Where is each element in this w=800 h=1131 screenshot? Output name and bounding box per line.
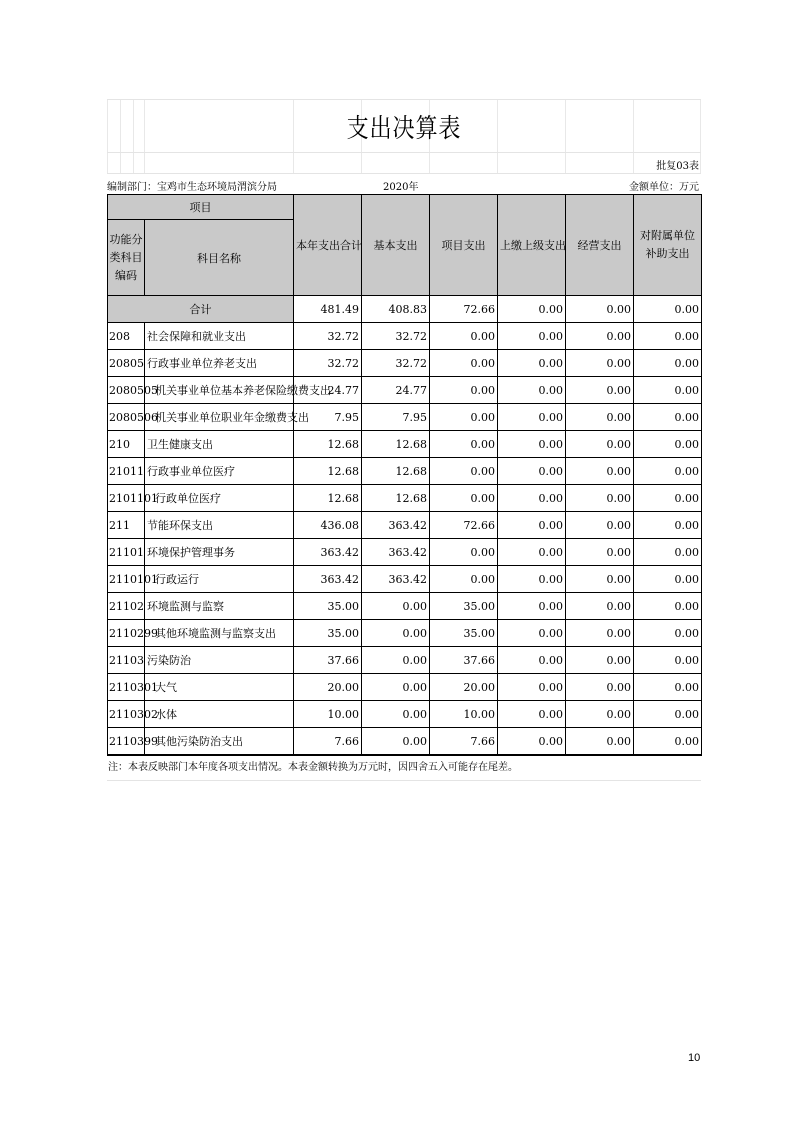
amount-cell: 24.77 [294, 377, 362, 404]
total-row [108, 296, 702, 323]
amount-cell: 0.00 [566, 458, 634, 485]
amount-cell: 12.68 [294, 431, 362, 458]
header-func-code: 功能分类科目编码 [108, 220, 145, 296]
amount-cell: 0.00 [498, 377, 566, 404]
func-code-cell: 2080506 [108, 404, 145, 431]
amount-cell: 0.00 [498, 458, 566, 485]
form-number: 批复03表 [656, 161, 699, 172]
total-label: 合计 [108, 296, 294, 323]
table-row [108, 566, 702, 593]
amount-cell: 363.42 [362, 566, 430, 593]
header-subsidiary-subsidy: 对附属单位补助支出 [634, 195, 702, 296]
amount-cell: 0.00 [498, 431, 566, 458]
func-code-cell: 21102 [108, 593, 145, 620]
amount-cell: 0.00 [430, 539, 498, 566]
amount-cell: 363.42 [362, 539, 430, 566]
amount-cell: 0.00 [430, 323, 498, 350]
amount-cell: 0.00 [498, 674, 566, 701]
amount-cell: 0.00 [430, 485, 498, 512]
amount-cell: 0.00 [430, 377, 498, 404]
amount-cell: 0.00 [566, 728, 634, 756]
amount-cell: 0.00 [634, 404, 702, 431]
amount-cell: 0.00 [498, 728, 566, 756]
func-code-cell: 2080505 [108, 377, 145, 404]
subject-name-cell: 其他污染防治支出 [145, 728, 294, 756]
subject-name-cell: 环境保护管理事务 [145, 539, 294, 566]
subject-name-cell: 环境监测与监察 [145, 593, 294, 620]
amount-cell: 0.00 [634, 647, 702, 674]
amount-cell: 0.00 [362, 647, 430, 674]
table-row [108, 377, 702, 404]
page-title: 支出决算表 [346, 114, 462, 144]
amount-cell: 363.42 [294, 539, 362, 566]
amount-cell: 32.72 [362, 350, 430, 377]
unit-label: 金额单位：万元 [629, 182, 699, 193]
table-row [108, 593, 702, 620]
table-row [108, 728, 702, 756]
amount-cell: 7.66 [294, 728, 362, 756]
total-cell: 0.00 [498, 296, 566, 323]
amount-cell: 7.95 [294, 404, 362, 431]
header-basic-expenditure: 基本支出 [362, 195, 430, 296]
amount-cell: 0.00 [498, 485, 566, 512]
func-code-cell: 21011 [108, 458, 145, 485]
form-number-row [107, 152, 701, 173]
func-code-cell: 2110399 [108, 728, 145, 756]
amount-cell: 0.00 [362, 701, 430, 728]
subject-name-cell: 行政事业单位养老支出 [145, 350, 294, 377]
subject-name-cell: 水体 [145, 701, 294, 728]
amount-cell: 0.00 [634, 512, 702, 539]
amount-cell: 0.00 [634, 701, 702, 728]
amount-cell: 0.00 [566, 485, 634, 512]
amount-cell: 37.66 [430, 647, 498, 674]
table-body [108, 296, 702, 756]
table-row [108, 323, 702, 350]
subject-name-cell: 污染防治 [145, 647, 294, 674]
amount-cell: 0.00 [566, 566, 634, 593]
header-total-expenditure: 本年支出合计 [294, 195, 362, 296]
amount-cell: 0.00 [362, 674, 430, 701]
func-code-cell: 2110302 [108, 701, 145, 728]
amount-cell: 363.42 [294, 566, 362, 593]
amount-cell: 12.68 [362, 431, 430, 458]
amount-cell: 0.00 [634, 539, 702, 566]
amount-cell: 0.00 [566, 674, 634, 701]
amount-cell: 12.68 [294, 458, 362, 485]
amount-cell: 0.00 [566, 701, 634, 728]
amount-cell: 0.00 [634, 728, 702, 756]
amount-cell: 7.95 [362, 404, 430, 431]
amount-cell: 12.68 [294, 485, 362, 512]
total-cell: 72.66 [430, 296, 498, 323]
func-code-cell: 2110101 [108, 566, 145, 593]
amount-cell: 0.00 [566, 377, 634, 404]
amount-cell: 0.00 [498, 566, 566, 593]
subject-name-cell: 其他环境监测与监察支出 [145, 620, 294, 647]
table-row [108, 485, 702, 512]
amount-cell: 0.00 [566, 620, 634, 647]
func-code-cell: 20805 [108, 350, 145, 377]
subject-name-cell: 机关事业单位职业年金缴费支出 [145, 404, 294, 431]
subject-name-cell: 行政事业单位医疗 [145, 458, 294, 485]
amount-cell: 0.00 [634, 431, 702, 458]
header-subject-name: 科目名称 [145, 220, 294, 296]
header-project: 项目 [108, 195, 294, 220]
total-cell: 408.83 [362, 296, 430, 323]
amount-cell: 32.72 [294, 350, 362, 377]
header-operating-expenditure: 经营支出 [566, 195, 634, 296]
amount-cell: 0.00 [634, 323, 702, 350]
subject-name-cell: 机关事业单位基本养老保险缴费支出 [145, 377, 294, 404]
page-number: 10 [688, 1052, 701, 1064]
amount-cell: 0.00 [498, 593, 566, 620]
amount-cell: 0.00 [566, 512, 634, 539]
amount-cell: 35.00 [430, 593, 498, 620]
amount-cell: 20.00 [294, 674, 362, 701]
title-band [107, 99, 701, 152]
func-code-cell: 21101 [108, 539, 145, 566]
amount-cell: 0.00 [430, 350, 498, 377]
amount-cell: 0.00 [498, 701, 566, 728]
header-remit-superior: 上缴上级支出 [498, 195, 566, 296]
amount-cell: 0.00 [430, 458, 498, 485]
amount-cell: 7.66 [430, 728, 498, 756]
table-row [108, 701, 702, 728]
amount-cell: 0.00 [634, 593, 702, 620]
amount-cell: 436.08 [294, 512, 362, 539]
amount-cell: 0.00 [430, 431, 498, 458]
amount-cell: 0.00 [634, 377, 702, 404]
amount-cell: 32.72 [294, 323, 362, 350]
table-footnote: 注：本表反映部门本年度各项支出情况。本表金额转换为万元时，因四舍五入可能存在尾差。 [107, 756, 701, 781]
amount-cell: 0.00 [362, 593, 430, 620]
subject-name-cell: 行政单位医疗 [145, 485, 294, 512]
amount-cell: 0.00 [634, 458, 702, 485]
amount-cell: 0.00 [498, 323, 566, 350]
subject-name-cell: 大气 [145, 674, 294, 701]
amount-cell: 12.68 [362, 485, 430, 512]
amount-cell: 0.00 [634, 620, 702, 647]
amount-cell: 0.00 [634, 566, 702, 593]
func-code-cell: 2110301 [108, 674, 145, 701]
amount-cell: 0.00 [430, 404, 498, 431]
amount-cell: 0.00 [566, 404, 634, 431]
amount-cell: 10.00 [430, 701, 498, 728]
year-label: 2020年 [383, 182, 419, 193]
amount-cell: 72.66 [430, 512, 498, 539]
amount-cell: 35.00 [294, 620, 362, 647]
func-code-cell: 210 [108, 431, 145, 458]
table-row [108, 539, 702, 566]
amount-cell: 35.00 [294, 593, 362, 620]
amount-cell: 24.77 [362, 377, 430, 404]
amount-cell: 0.00 [498, 647, 566, 674]
table-row [108, 620, 702, 647]
amount-cell: 0.00 [362, 620, 430, 647]
total-cell: 481.49 [294, 296, 362, 323]
amount-cell: 0.00 [566, 539, 634, 566]
table-row [108, 431, 702, 458]
amount-cell: 10.00 [294, 701, 362, 728]
header-project-expenditure: 项目支出 [430, 195, 498, 296]
amount-cell: 0.00 [362, 728, 430, 756]
amount-cell: 0.00 [566, 431, 634, 458]
table-row [108, 674, 702, 701]
func-code-cell: 21103 [108, 647, 145, 674]
table-row [108, 512, 702, 539]
amount-cell: 20.00 [430, 674, 498, 701]
amount-cell: 35.00 [430, 620, 498, 647]
subject-name-cell: 卫生健康支出 [145, 431, 294, 458]
func-code-cell: 2110299 [108, 620, 145, 647]
amount-cell: 363.42 [362, 512, 430, 539]
amount-cell: 0.00 [634, 674, 702, 701]
amount-cell: 0.00 [566, 350, 634, 377]
amount-cell: 0.00 [634, 485, 702, 512]
amount-cell: 0.00 [498, 539, 566, 566]
amount-cell: 32.72 [362, 323, 430, 350]
total-cell: 0.00 [566, 296, 634, 323]
table-row [108, 647, 702, 674]
func-code-cell: 208 [108, 323, 145, 350]
amount-cell: 12.68 [362, 458, 430, 485]
table-row [108, 404, 702, 431]
department-row [107, 173, 701, 194]
expenditure-table [107, 194, 702, 756]
subject-name-cell: 节能环保支出 [145, 512, 294, 539]
total-cell: 0.00 [634, 296, 702, 323]
amount-cell: 0.00 [566, 323, 634, 350]
subject-name-cell: 行政运行 [145, 566, 294, 593]
amount-cell: 0.00 [430, 566, 498, 593]
amount-cell: 37.66 [294, 647, 362, 674]
func-code-cell: 211 [108, 512, 145, 539]
department-label: 编制部门：宝鸡市生态环境局渭滨分局 [107, 182, 277, 193]
func-code-cell: 2101101 [108, 485, 145, 512]
amount-cell: 0.00 [498, 350, 566, 377]
subject-name-cell: 社会保障和就业支出 [145, 323, 294, 350]
expenditure-sheet [107, 99, 701, 781]
amount-cell: 0.00 [634, 350, 702, 377]
amount-cell: 0.00 [498, 404, 566, 431]
amount-cell: 0.00 [498, 512, 566, 539]
table-row [108, 350, 702, 377]
amount-cell: 0.00 [498, 620, 566, 647]
amount-cell: 0.00 [566, 593, 634, 620]
amount-cell: 0.00 [566, 647, 634, 674]
table-row [108, 458, 702, 485]
